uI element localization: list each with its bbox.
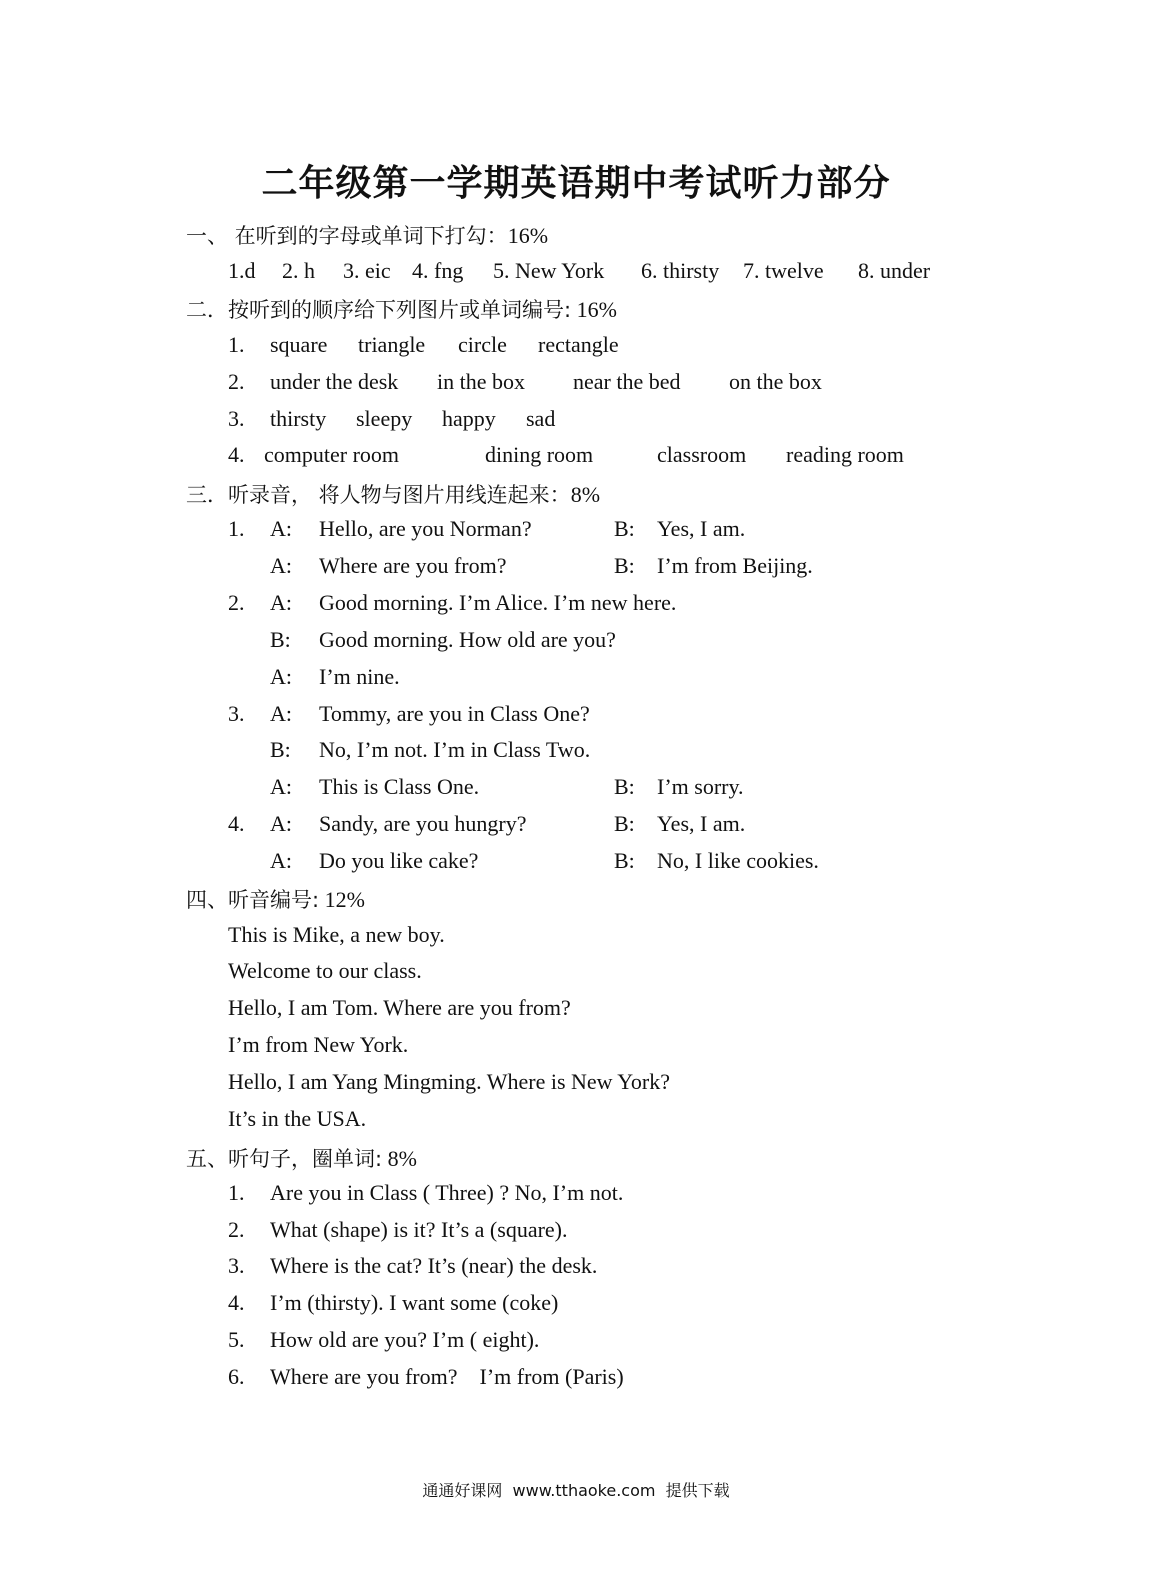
dialogue-text: Good morning. I’m Alice. I’m new here. [319, 590, 677, 615]
section-1-item: 7. twelve [743, 258, 824, 283]
dialogue-speaker: A: [270, 811, 292, 836]
dialogue-text: I’m nine. [319, 664, 400, 689]
dialogue-text: I’m from Beijing. [657, 553, 813, 578]
dialogue-number: 1. [228, 516, 245, 541]
sentence-number: 1. [228, 1180, 245, 1205]
section-4-percent: 12% [319, 887, 365, 912]
section-1-item: 8. under [858, 258, 931, 283]
sentence-text: What (shape) is it? It’s a (square). [270, 1217, 568, 1242]
section-1-percent: 16% [507, 223, 549, 248]
sentence-number: 5. [228, 1327, 245, 1352]
passage-line: Hello, I am Tom. Where are you from? [228, 995, 571, 1020]
section-1-heading [186, 220, 548, 250]
section-2-row-number: 2. [228, 369, 245, 394]
passage-line: I’m from New York. [228, 1032, 409, 1057]
dialogue-text: Yes, I am. [657, 516, 746, 541]
section-2-word: happy [442, 406, 496, 431]
dialogue-speaker: A: [270, 774, 292, 799]
section-2-word: circle [458, 332, 507, 357]
sentence-number: 4. [228, 1290, 245, 1315]
sentence-text: Where is the cat? It’s (near) the desk. [270, 1253, 598, 1278]
dialogue-number: 3. [228, 701, 245, 726]
section-1-item: 5. New York [493, 258, 605, 283]
section-2-row-number: 1. [228, 332, 245, 357]
section-2-word: on the box [729, 369, 822, 394]
sentence-text: Where are you from? I’m from (Paris) [270, 1364, 624, 1389]
section-1-item: 6. thirsty [641, 258, 720, 283]
page-footer: 通通好课网 www.tthaoke.com 提供下载 [422, 1481, 730, 1500]
section-5-percent: 8% [382, 1146, 417, 1171]
dialogue-speaker: A: [270, 516, 292, 541]
dialogue-speaker: A: [270, 664, 292, 689]
dialogue-text: Sandy, are you hungry? [319, 811, 527, 836]
section-2-row-number: 4. [228, 442, 245, 467]
dialogue-speaker: A: [270, 590, 292, 615]
section-1-title: 一、 在听到的字母或单词下打勾： [186, 224, 508, 248]
section-2-word: in the box [437, 369, 525, 394]
section-1-item: 4. fng [412, 258, 464, 283]
dialogue-speaker: B: [614, 848, 635, 873]
section-2-word: dining room [485, 442, 594, 467]
dialogue-speaker: B: [614, 774, 635, 799]
passage-line: Hello, I am Yang Mingming. Where is New York? [228, 1069, 671, 1094]
section-1-item: 2. h [282, 258, 315, 283]
page-title: 二年级第一学期英语期中考试听力部分 [261, 163, 891, 204]
section-2-word: reading room [786, 442, 904, 467]
dialogue-text: No, I like cookies. [657, 848, 819, 873]
dialogue-number: 2. [228, 590, 245, 615]
section-2-heading [186, 294, 617, 324]
section-1-item: 1.d [228, 258, 256, 283]
section-5-heading [186, 1143, 417, 1173]
section-2-word: classroom [657, 442, 747, 467]
sentence-text: Are you in Class ( Three) ? No, I’m not. [270, 1180, 624, 1205]
dialogue-number: 4. [228, 811, 245, 836]
section-3-percent: 8% [570, 482, 601, 507]
section-2-word: triangle [358, 332, 426, 357]
dialogue-speaker: B: [270, 737, 291, 762]
sentence-number: 6. [228, 1364, 245, 1389]
dialogue-speaker: B: [614, 516, 635, 541]
dialogue-speaker: A: [270, 553, 292, 578]
section-3-heading [186, 479, 600, 509]
sentence-text: How old are you? I’m ( eight). [270, 1327, 540, 1352]
section-3-title: 三．听录音， 将人物与图片用线连起来： [186, 483, 571, 507]
dialogue-text: I’m sorry. [657, 774, 744, 799]
dialogue-speaker: B: [614, 811, 635, 836]
section-2-word: sleepy [356, 406, 413, 431]
sentence-text: I’m (thirsty). I want some (coke) [270, 1290, 559, 1315]
section-2-percent: 16% [571, 297, 617, 322]
dialogue-text: Tommy, are you in Class One? [319, 701, 590, 726]
dialogue-text: Do you like cake? [319, 848, 479, 873]
passage-line: It’s in the USA. [228, 1106, 367, 1131]
dialogue-text: Where are you from? [319, 553, 507, 578]
section-2-word: sad [526, 406, 556, 431]
section-2-title: 二．按听到的顺序给下列图片或单词编号: [186, 298, 572, 322]
dialogue-text: Hello, are you Norman? [319, 516, 532, 541]
dialogue-speaker: B: [614, 553, 635, 578]
dialogue-text: Good morning. How old are you? [319, 627, 616, 652]
section-2-word: square [270, 332, 328, 357]
sentence-number: 2. [228, 1217, 245, 1242]
section-4-title: 四、听音编号: [186, 888, 320, 912]
section-4-heading [186, 884, 365, 914]
dialogue-text: This is Class One. [319, 774, 480, 799]
section-2-word: computer room [264, 442, 400, 467]
sentence-number: 3. [228, 1253, 245, 1278]
section-2-word: rectangle [538, 332, 619, 357]
section-2-word: near the bed [573, 369, 681, 394]
passage-line: This is Mike, a new boy. [228, 922, 445, 947]
section-1-item: 3. eic [343, 258, 391, 283]
section-2-row-number: 3. [228, 406, 245, 431]
section-5-title: 五、听句子，圈单词: [186, 1147, 383, 1171]
section-2-word: under the desk [270, 369, 399, 394]
section-2-word: thirsty [270, 406, 327, 431]
dialogue-speaker: A: [270, 848, 292, 873]
dialogue-text: Yes, I am. [657, 811, 746, 836]
dialogue-speaker: A: [270, 701, 292, 726]
passage-line: Welcome to our class. [228, 958, 422, 983]
dialogue-speaker: B: [270, 627, 291, 652]
dialogue-text: No, I’m not. I’m in Class Two. [319, 737, 591, 762]
